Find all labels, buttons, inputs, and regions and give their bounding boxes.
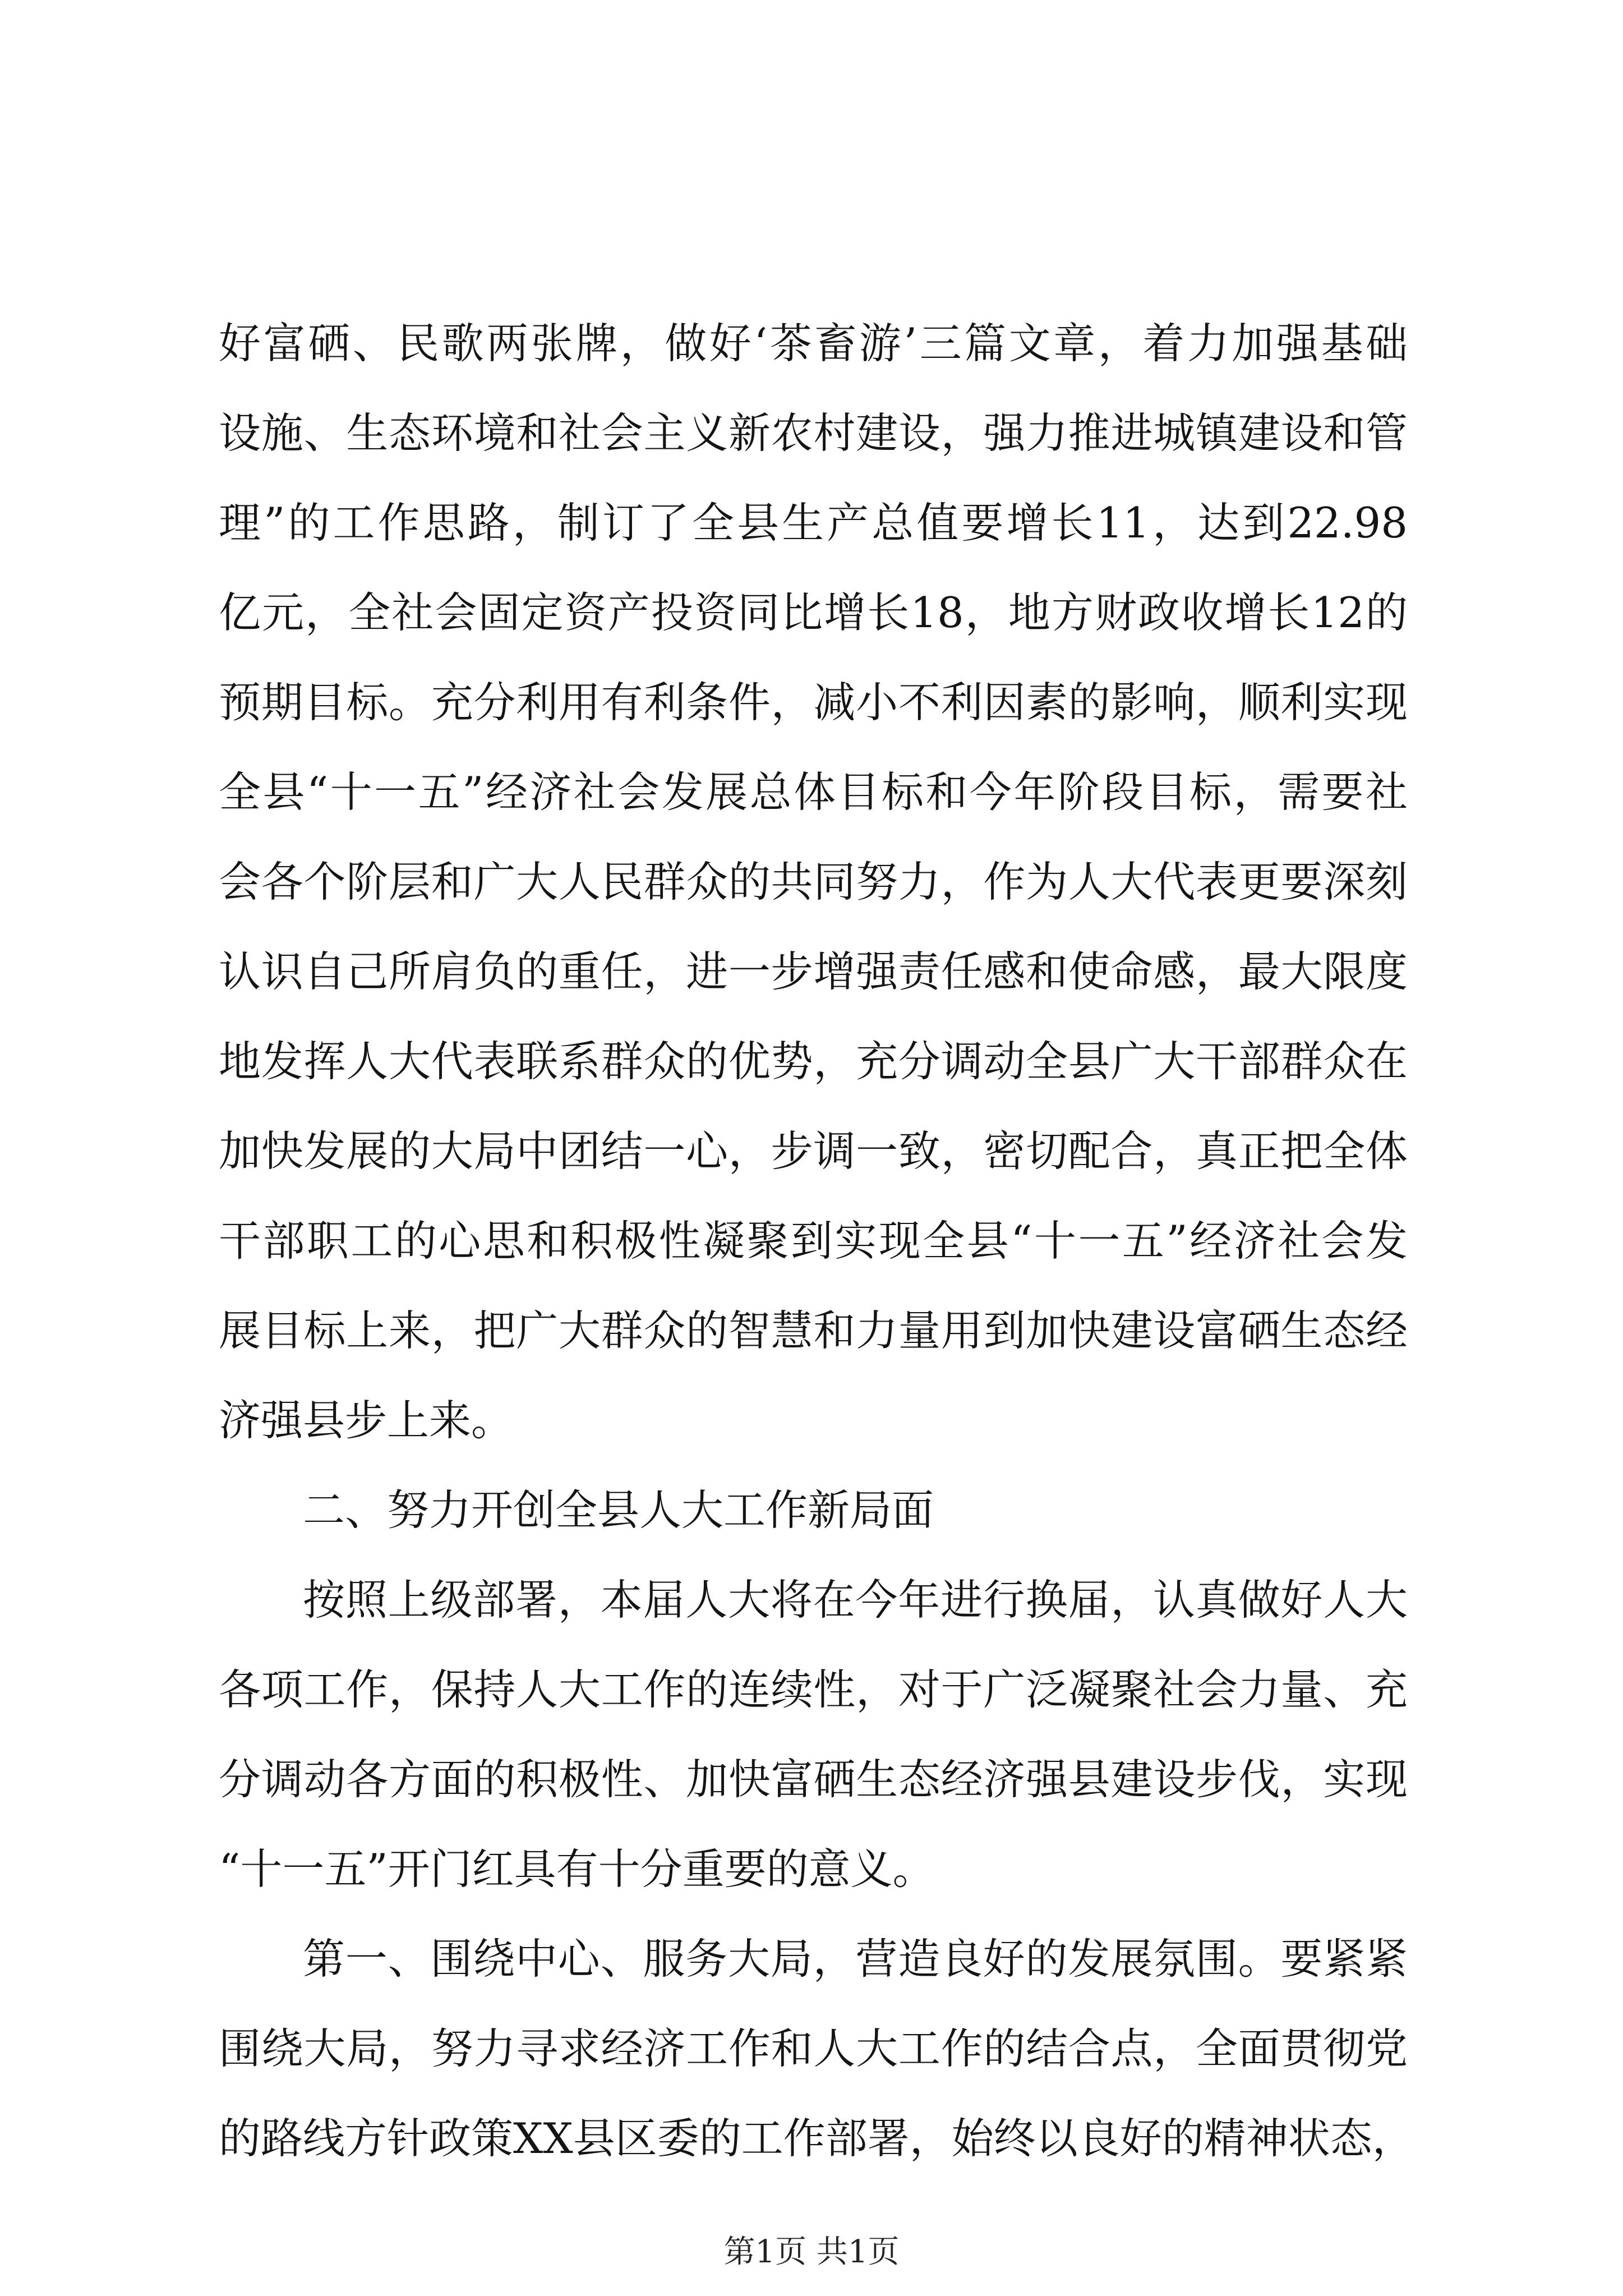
paragraph-first-line: 第一、围绕中心、服务大局，营造良好的发展氛围。要紧紧 bbox=[303, 1934, 1408, 1984]
text-line-content: 全县“十一五”经济社会发展总体目标和今年阶段目标，需要社 bbox=[219, 767, 1408, 817]
text-line-content: 的路线方针政策XX县区委的工作部署，始终以良好的精神状态， bbox=[219, 2114, 1414, 2163]
text-line-content: 围绕大局，努力寻求经济工作和人大工作的结合点，全面贯彻党 bbox=[219, 2024, 1408, 2073]
text-line bbox=[0, 1645, 1623, 1734]
text-line bbox=[0, 298, 1623, 388]
text-line-content: 会各个阶层和广大人民群众的共同努力，作为人大代表更要深刻 bbox=[219, 857, 1408, 907]
text-line bbox=[0, 1914, 1623, 2004]
text-line bbox=[0, 837, 1623, 927]
text-line bbox=[0, 1106, 1623, 1196]
text-line bbox=[0, 2093, 1623, 2183]
text-line-content: 认识自己所肩负的重任，进一步增强责任感和使命感，最大限度 bbox=[219, 947, 1408, 996]
text-line-content: 地发挥人大代表联系群众的优势，充分调动全县广大干部群众在 bbox=[219, 1037, 1408, 1086]
text-line-content: 理”的工作思路，制订了全县生产总值要增长11，达到22.98 bbox=[219, 498, 1408, 547]
text-line-content: 好富硒、民歌两张牌，做好‘茶畜游’三篇文章，着力加强基础 bbox=[219, 319, 1408, 368]
text-line-content: 设施、生态环境和社会主义新农村建设，强力推进城镇建设和管 bbox=[219, 408, 1408, 458]
text-line bbox=[0, 747, 1623, 837]
text-line bbox=[0, 1375, 1623, 1465]
text-line-content: 加快发展的大局中团结一心，步调一致，密切配合，真正把全体 bbox=[219, 1126, 1408, 1176]
text-line-content: 干部职工的心思和积极性凝聚到实现全县“十一五”经济社会发 bbox=[219, 1216, 1408, 1266]
text-line bbox=[0, 568, 1623, 657]
text-line bbox=[0, 657, 1623, 747]
text-line bbox=[0, 1016, 1623, 1106]
text-line bbox=[0, 2004, 1623, 2093]
text-line-content: 亿元，全社会固定资产投资同比增长18，地方财政收增长12的 bbox=[219, 588, 1408, 637]
paragraph-end-line: “十一五”开门红具有十分重要的意义。 bbox=[219, 1844, 935, 1894]
text-line bbox=[0, 1734, 1623, 1824]
text-line-content: 展目标上来，把广大群众的智慧和力量用到加快建设富硒生态经 bbox=[219, 1306, 1408, 1355]
text-line-content: 预期目标。充分利用有利条件，减小不利因素的影响，顺利实现 bbox=[219, 678, 1408, 727]
text-line bbox=[0, 1196, 1623, 1286]
text-line bbox=[0, 478, 1623, 568]
text-line-content: 分调动各方面的积极性、加快富硒生态经济强县建设步伐，实现 bbox=[219, 1755, 1408, 1804]
text-line bbox=[0, 1555, 1623, 1645]
text-line-content: 各项工作，保持人大工作的连续性，对于广泛凝聚社会力量、充 bbox=[219, 1665, 1408, 1714]
page-footer: 第1页 共1页 bbox=[723, 2234, 900, 2270]
text-line bbox=[0, 1824, 1623, 1914]
text-line bbox=[0, 927, 1623, 1016]
paragraph-end-line: 济强县步上来。 bbox=[219, 1396, 514, 1445]
paragraph-first-line: 按照上级部署，本届人大将在今年进行换届，认真做好人大 bbox=[303, 1575, 1408, 1625]
text-line bbox=[0, 388, 1623, 478]
section-heading bbox=[0, 1465, 1623, 1555]
section-heading-text: 二、努力开创全县人大工作新局面 bbox=[303, 1485, 934, 1535]
text-line bbox=[0, 1286, 1623, 1375]
